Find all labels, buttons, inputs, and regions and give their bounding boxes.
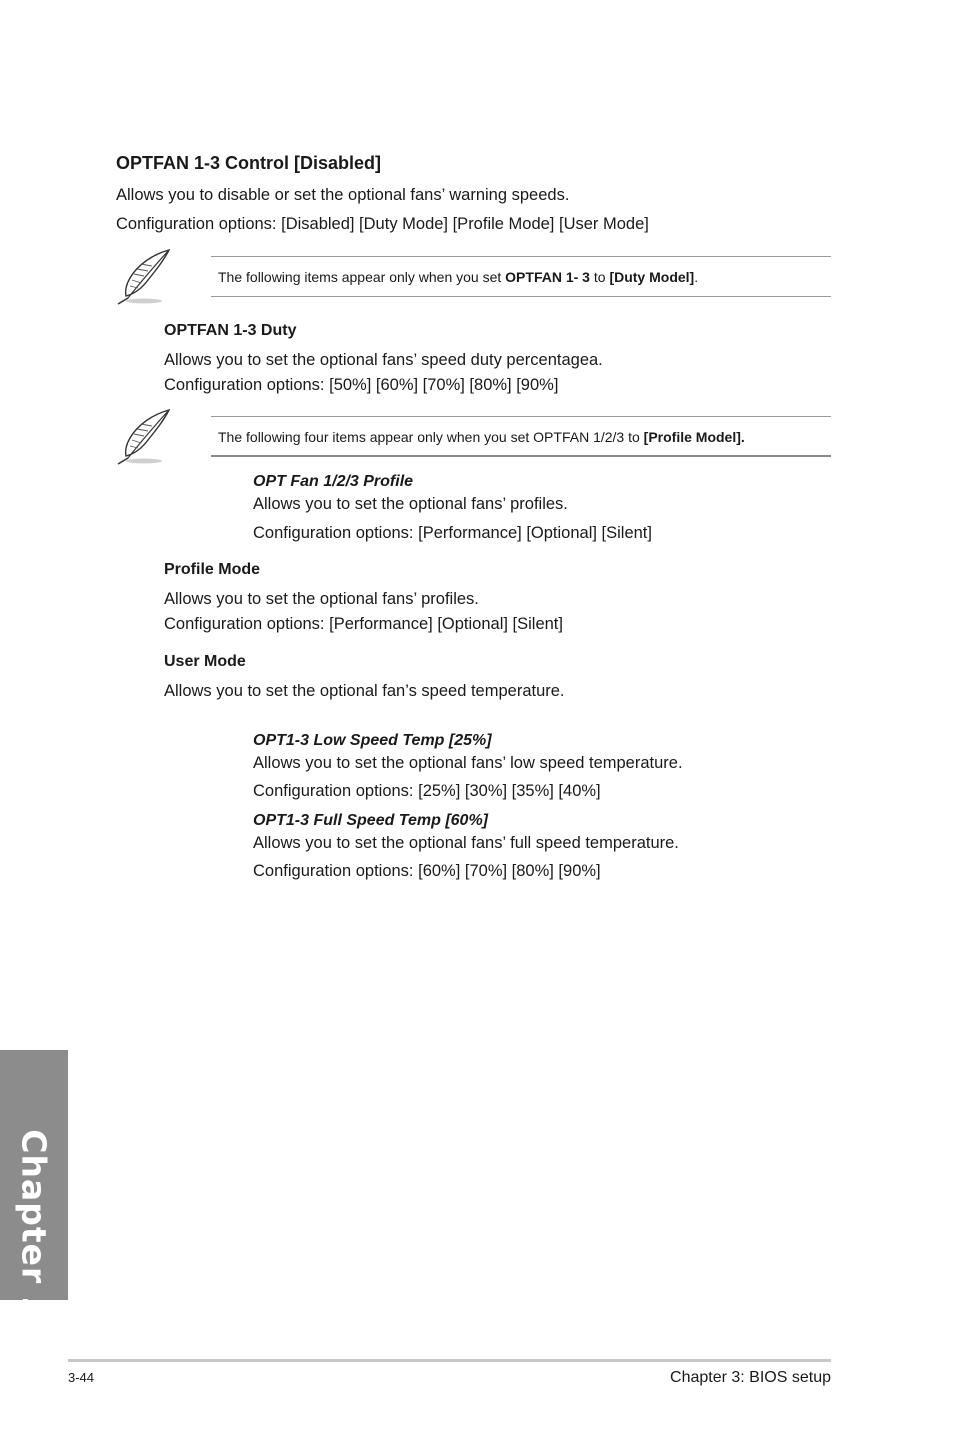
feather-pen-icon bbox=[114, 248, 172, 306]
note-bottom-rule bbox=[211, 455, 831, 457]
fan-profile-heading: OPT Fan 1/2/3 Profile bbox=[253, 473, 414, 490]
low-temp-config-options: Configuration options: [25%] [30%] [35%] [40%] bbox=[253, 782, 601, 800]
profile-mode-heading: Profile Mode bbox=[164, 561, 261, 578]
note-duty-text bbox=[218, 269, 698, 285]
chapter-tab bbox=[0, 1050, 68, 1321]
note-top-rule bbox=[211, 416, 831, 417]
full-temp-heading: OPT1-3 Full Speed Temp [60%] bbox=[253, 812, 489, 829]
page-number: 3-44 bbox=[68, 1370, 95, 1385]
note-top-rule bbox=[211, 256, 831, 257]
section-heading: OPTFAN 1-3 Control [Disabled] bbox=[116, 153, 382, 173]
feather-pen-icon bbox=[114, 408, 172, 466]
note-profile-value: [Profile Model]. bbox=[643, 429, 745, 445]
duty-description: Allows you to set the optional fans’ speed duty percentagea. bbox=[164, 351, 603, 369]
low-temp-heading: OPT1-3 Low Speed Temp [25%] bbox=[253, 732, 492, 749]
full-temp-description: Allows you to set the optional fans’ full speed temperature. bbox=[253, 834, 679, 852]
note-profile-prefix: The following four items appear only when you set OPTFAN 1/2/3 to bbox=[218, 429, 644, 445]
fan-profile-description: Allows you to set the optional fans’ profiles. bbox=[253, 495, 568, 513]
user-mode-heading: User Mode bbox=[164, 653, 246, 670]
footer-rule bbox=[68, 1359, 831, 1362]
note-duty-suffix: . bbox=[694, 269, 699, 285]
section-description: Allows you to disable or set the optional fans’ warning speeds. bbox=[116, 186, 570, 204]
note-bottom-rule bbox=[211, 296, 831, 297]
note-duty-setting: OPTFAN 1- 3 bbox=[505, 269, 590, 285]
note-duty-middle: to bbox=[589, 269, 610, 285]
footer-chapter-title: Chapter 3: BIOS setup bbox=[670, 1369, 831, 1386]
duty-heading: OPTFAN 1-3 Duty bbox=[164, 322, 297, 339]
note-duty-prefix: The following items appear only when you set bbox=[218, 269, 506, 285]
profile-mode-description: Allows you to set the optional fans’ profiles. bbox=[164, 590, 479, 608]
profile-mode-config-options: Configuration options: [Performance] [Optional] [Silent] bbox=[164, 615, 563, 633]
full-temp-config-options: Configuration options: [60%] [70%] [80%] [90%] bbox=[253, 862, 601, 880]
fan-profile-config-options: Configuration options: [Performance] [Optional] [Silent] bbox=[253, 524, 652, 542]
note-profile-text bbox=[218, 429, 745, 445]
low-temp-description: Allows you to set the optional fans’ low speed temperature. bbox=[253, 754, 683, 772]
note-duty-value: [Duty Model] bbox=[609, 269, 695, 285]
section-config-options: Configuration options: [Disabled] [Duty Mode] [Profile Mode] [User Mode] bbox=[116, 215, 649, 233]
duty-config-options: Configuration options: [50%] [60%] [70%] [80%] [90%] bbox=[164, 376, 559, 394]
user-mode-description: Allows you to set the optional fan’s speed temperature. bbox=[164, 682, 565, 700]
chapter-tab-label: Chapter 3 bbox=[14, 1129, 54, 1321]
